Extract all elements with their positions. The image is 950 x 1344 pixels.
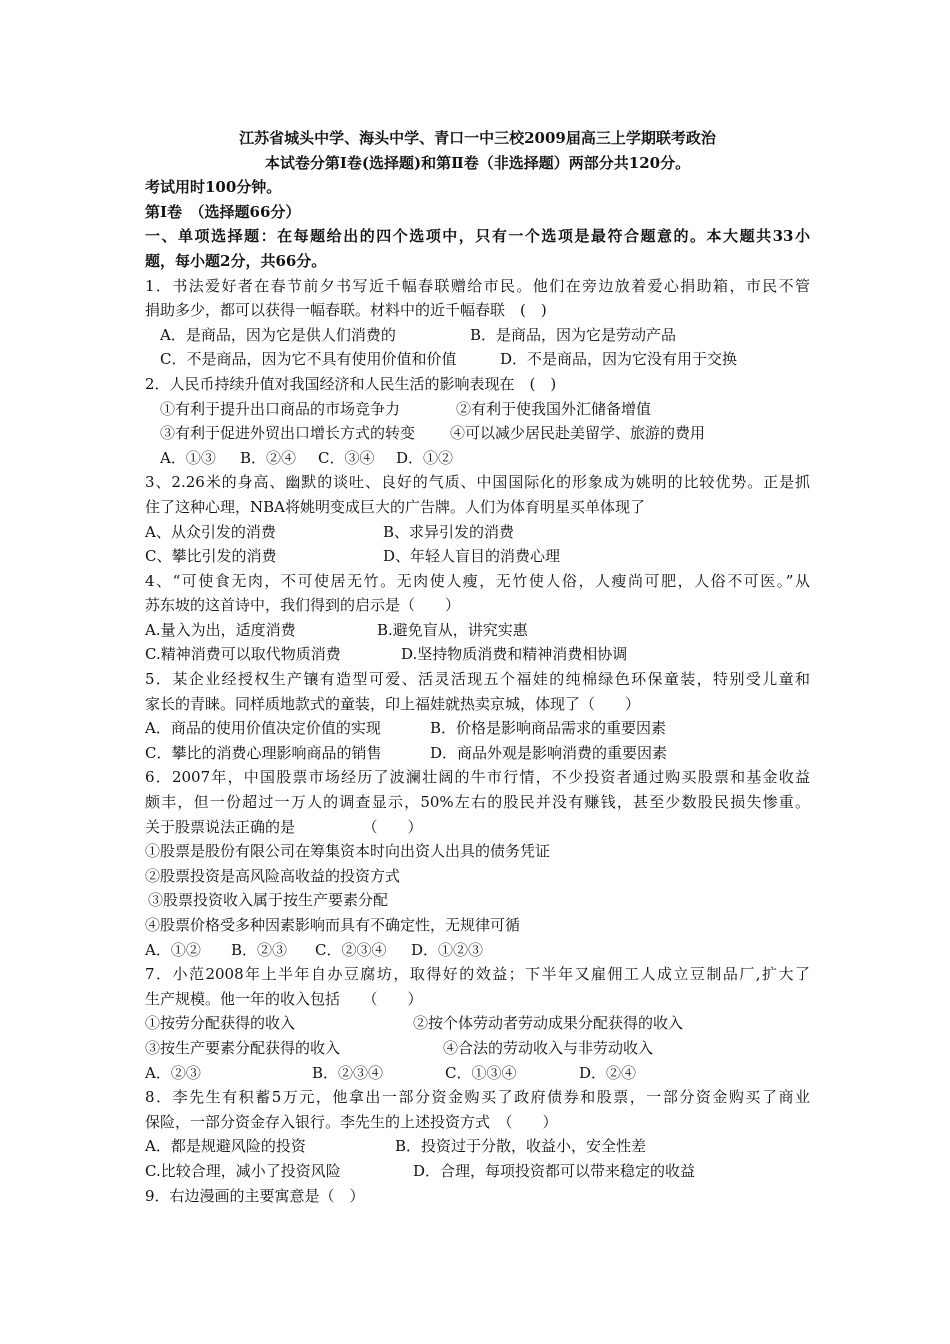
- q5-option-b: B．价格是影响商品需求的重要因素: [430, 719, 667, 738]
- q2-statement-2: ②有利于使我国外汇储备增值: [456, 399, 652, 418]
- q6-stem-line-2: 颇丰，但一份超过一万人的调查显示，50%左右的股民并没有赚钱，甚至少数股民损失惨重。: [145, 793, 810, 812]
- q4-option-a: A.量入为出，适度消费: [145, 620, 296, 639]
- q6-option-c: C．②③④: [315, 940, 387, 959]
- q4-stem-line-2: 苏东坡的这首诗中，我们得到的启示是（ ）: [145, 596, 461, 615]
- q3-option-a: A、从众引发的消费: [145, 522, 276, 541]
- q3-option-b: B、求异引发的消费: [383, 522, 515, 541]
- q1-options-row-2: [145, 347, 810, 372]
- q1-option-a: A．是商品，因为它是供人们消费的: [160, 325, 396, 344]
- q5-option-a: A．商品的使用价值决定价值的实现: [145, 719, 381, 738]
- q8-stem-line-2: 保险，一部分资金存入银行。李先生的上述投资方式 （ ）: [145, 1112, 558, 1131]
- q3-stem-line-2: 住了这种心理，NBA将姚明变成巨大的广告牌。人们为体育明星买单体现了: [145, 497, 645, 516]
- q2-statement-4: ④可以减少居民赴美留学、旅游的费用: [450, 424, 706, 443]
- q6-stem-line-3: 关于股票说法正确的是 （ ）: [145, 817, 423, 836]
- section-heading: 第Ⅰ卷 （选择题66分）: [145, 202, 301, 221]
- q7-options: [145, 1061, 810, 1086]
- q5-stem-line-2: 家长的青睐。同样质地款式的童装，印上福娃就热卖京城，体现了（ ）: [145, 694, 641, 713]
- q8-options-row-2: [145, 1159, 810, 1184]
- q6-option-a: A．①②: [145, 940, 201, 959]
- q3-options-row-1: [145, 520, 810, 545]
- q4-stem-line-1: 4、“可使食无肉，不可使居无竹。无肉使人瘦，无竹使人俗，人瘦尚可肥，人俗不可医。”从: [145, 571, 810, 590]
- exam-page: [145, 126, 810, 1208]
- q5-options-row-2: [145, 741, 810, 766]
- q1-options-row-1: [145, 323, 810, 348]
- q7-option-c: C．①③④: [445, 1063, 517, 1082]
- q8-option-b: B．投资过于分散，收益小，安全性差: [395, 1137, 647, 1156]
- q5-option-d: D．商品外观是影响消费的重要因素: [430, 743, 668, 762]
- q1-option-b: B．是商品，因为它是劳动产品: [470, 325, 677, 344]
- q7-statement-4: ④合法的劳动收入与非劳动收入: [443, 1038, 654, 1057]
- q3-stem-line-1: 3、2.26米的身高、幽默的谈吐、良好的气质、中国国际化的形象成为姚明的比较优势。正是抓: [145, 473, 810, 492]
- q2-statement-3: ③有利于促进外贸出口增长方式的转变: [160, 424, 416, 443]
- q4-options-row-2: [145, 642, 810, 667]
- q1-option-c: C．不是商品，因为它不具有使用价值和价值: [160, 350, 457, 369]
- q4-option-b: B.避免盲从，讲究实惠: [377, 620, 528, 639]
- q2-options: [145, 446, 810, 471]
- q6-stem-line-1: 6．2007年，中国股票市场经历了波澜壮阔的牛市行情，不少投资者通过购买股票和基金收益: [145, 768, 810, 787]
- q6-options: [145, 938, 810, 963]
- q7-option-b: B．②③④: [312, 1063, 384, 1082]
- q6-statement-4: ④股票价格受多种因素影响而具有不确定性，无规律可循: [145, 916, 521, 934]
- q6-option-d: D．①②③: [411, 940, 484, 959]
- q5-stem-line-1: 5．某企业经授权生产镶有造型可爱、活灵活现五个福娃的纯棉绿色环保童装，特别受儿童和: [145, 670, 810, 689]
- q9-stem: 9．右边漫画的主要寓意是（ ）: [145, 1186, 365, 1205]
- q2-stem: 2．人民币持续升值对我国经济和人民生活的影响表现在 ( ): [145, 374, 557, 393]
- q4-options-row-1: [145, 618, 810, 643]
- q7-stem-line-1: 7．小范2008年上半年自办豆腐坊，取得好的效益；下半年又雇佣工人成立豆制品厂,扩大了: [145, 965, 810, 984]
- q8-option-c: C.比较合理，减小了投资风险: [145, 1161, 341, 1180]
- q7-option-d: D．②④: [579, 1063, 637, 1082]
- q7-statements-row-2: [145, 1036, 810, 1061]
- q4-option-c: C.精神消费可以取代物质消费: [145, 645, 341, 664]
- q3-option-c: C、攀比引发的消费: [145, 547, 277, 566]
- q6-statement-3: ③股票投资收入属于按生产要素分配: [148, 891, 389, 910]
- q7-statement-3: ③按生产要素分配获得的收入: [145, 1038, 341, 1057]
- q2-option-b: B．②④: [240, 448, 297, 467]
- q1-option-d: D．不是商品，因为它没有用于交换: [500, 350, 738, 369]
- q8-options-row-1: [145, 1134, 810, 1159]
- q6-statement-2: ②股票投资是高风险高收益的投资方式: [145, 866, 401, 885]
- q8-option-d: D．合理，每项投资都可以带来稳定的收益: [413, 1161, 696, 1180]
- exam-subtitle: 本试卷分第Ⅰ卷(选择题)和第Ⅱ卷（非选择题）两部分共120分。: [264, 153, 691, 172]
- q3-option-d: D、年轻人盲目的消费心理: [383, 547, 561, 566]
- q8-stem-line-1: 8．李先生有积蓄5万元，他拿出一部分资金购买了政府债券和股票，一部分资金购买了商业: [145, 1088, 810, 1107]
- instructions-line-1: 一、单项选择题：在每题给出的四个选项中，只有一个选项是最符合题意的。本大题共33小: [145, 227, 810, 246]
- q2-option-d: D．①②: [396, 448, 454, 467]
- q4-option-d: D.坚持物质消费和精神消费相协调: [401, 645, 628, 664]
- q7-statement-1: ①按劳分配获得的收入: [145, 1014, 296, 1033]
- q1-stem-line-1: 1．书法爱好者在春节前夕书写近千幅春联赠给市民。他们在旁边放着爱心捐助箱，市民不管: [145, 276, 810, 295]
- instructions-line-2: 题，每小题2分，共66分。: [145, 251, 327, 270]
- q2-option-c: C．③④: [318, 448, 375, 467]
- q7-statements-row-1: [145, 1011, 810, 1036]
- q7-option-a: A．②③: [145, 1063, 201, 1082]
- q2-option-a: A．①③: [160, 448, 216, 467]
- q5-options-row-1: [145, 716, 810, 741]
- q1-stem-line-2: 捐助多少，都可以获得一幅春联。材料中的近千幅春联 ( ): [145, 301, 547, 320]
- exam-title: 江苏省城头中学、海头中学、青口一中三校2009届高三上学期联考政治: [239, 129, 716, 147]
- q6-option-b: B．②③: [231, 940, 288, 959]
- q6-statement-1: ①股票是股份有限公司在筹集资本时向出资人出具的债务凭证: [145, 842, 551, 861]
- q2-statement-1: ①有利于提升出口商品的市场竞争力: [160, 399, 401, 418]
- exam-time: 考试用时100分钟。: [145, 178, 282, 197]
- q7-statement-2: ②按个体劳动者劳动成果分配获得的收入: [413, 1014, 684, 1033]
- q3-options-row-2: [145, 544, 810, 569]
- q5-option-c: C．攀比的消费心理影响商品的销售: [145, 743, 382, 762]
- q8-option-a: A．都是规避风险的投资: [145, 1137, 306, 1156]
- q2-statements-row-2: [145, 421, 810, 446]
- q7-stem-line-2: 生产规模。他一年的收入包括 （ ）: [145, 989, 423, 1008]
- q2-statements-row-1: [145, 397, 810, 422]
